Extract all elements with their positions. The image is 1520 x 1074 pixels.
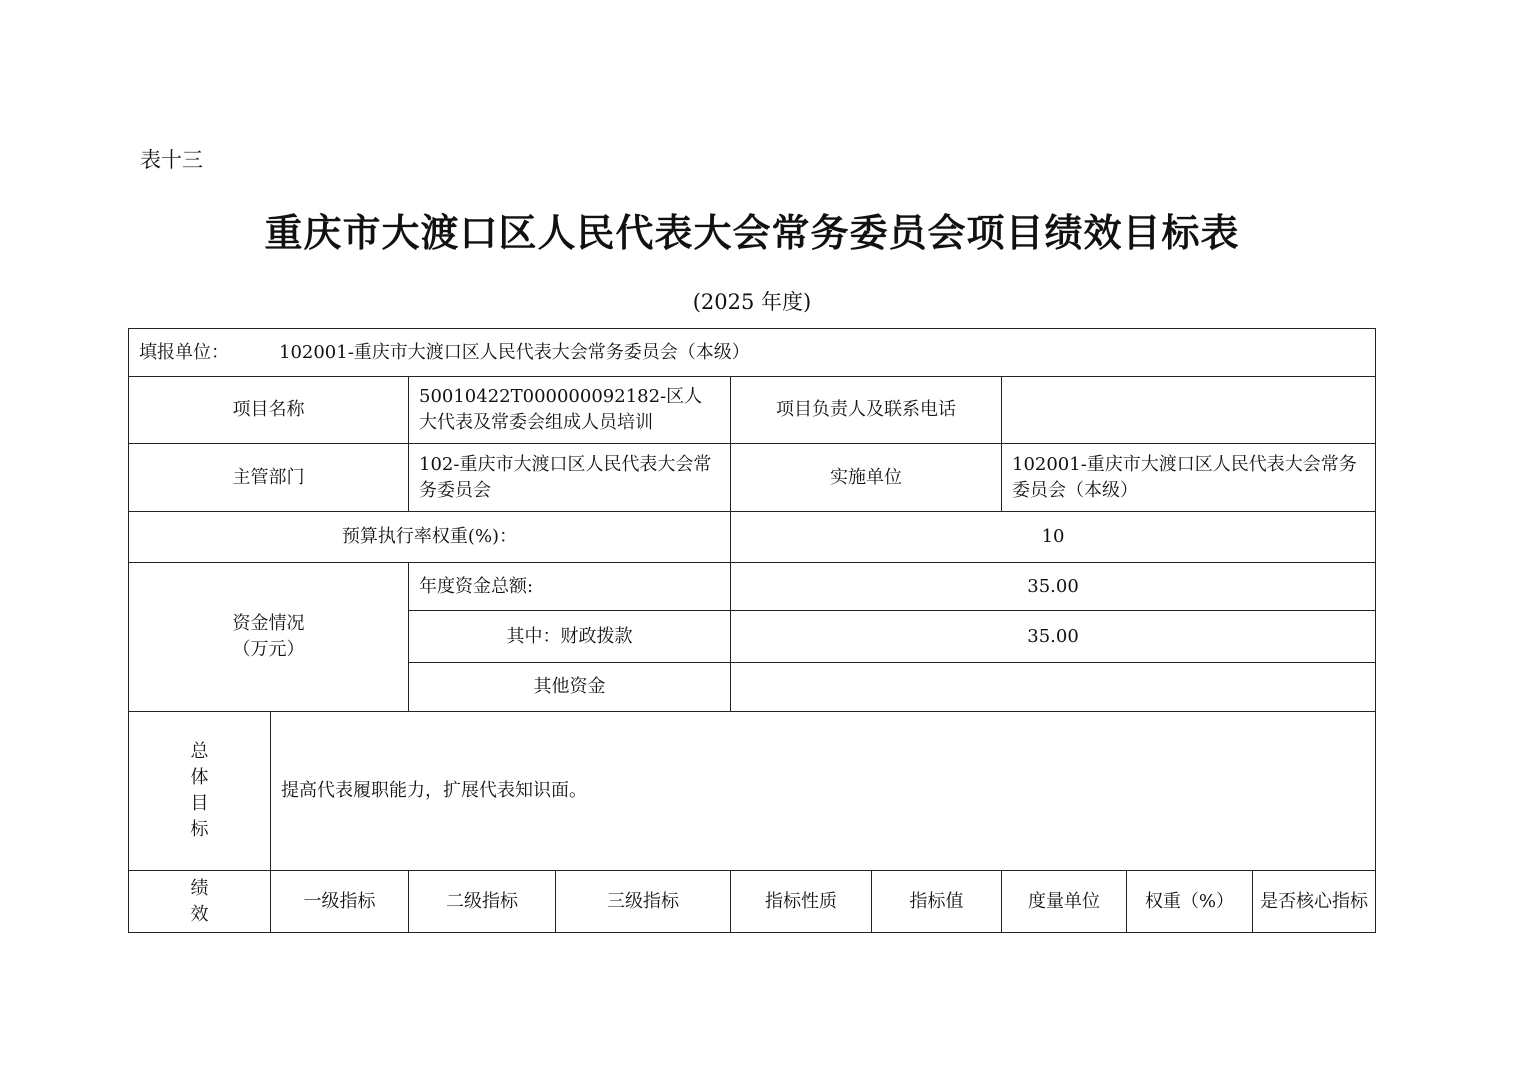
perf-label	[129, 871, 271, 933]
unit-label: 填报单位：	[139, 341, 229, 363]
row-unit	[129, 329, 1376, 377]
funds-label	[129, 563, 409, 712]
row-budget-weight	[129, 512, 1376, 563]
responsible-value	[1002, 377, 1376, 444]
goal-value: 提高代表履职能力，扩展代表知识面。	[271, 712, 1376, 871]
funds-label-line2: （万元）	[232, 639, 305, 660]
budget-weight-label: 预算执行率权重(%)：	[129, 512, 731, 563]
unit-cell	[129, 329, 1376, 377]
dept-label: 主管部门	[129, 444, 409, 512]
other-label: 其他资金	[409, 663, 731, 712]
goal-char: 体	[190, 767, 209, 788]
col-value: 指标值	[872, 871, 1002, 933]
project-name-label: 项目名称	[129, 377, 409, 444]
goal-char: 标	[190, 819, 209, 840]
row-funds-total	[129, 563, 1376, 611]
project-name-value: 50010422T000000092182-区人大代表及常委会组成人员培训	[409, 377, 731, 444]
perf-char: 效	[190, 903, 209, 925]
col-weight: 权重（%）	[1127, 871, 1253, 933]
year-subtitle: (2025 年度)	[692, 290, 812, 314]
impl-label: 实施单位	[731, 444, 1002, 512]
row-dept	[129, 444, 1376, 512]
other-value	[731, 663, 1376, 712]
dept-value: 102-重庆市大渡口区人民代表大会常务委员会	[409, 444, 731, 512]
page-title: 重庆市大渡口区人民代表大会常务委员会项目绩效目标表	[264, 210, 1240, 255]
budget-weight-value: 10	[731, 512, 1376, 563]
col-nature: 指标性质	[731, 871, 872, 933]
col-level3: 三级指标	[556, 871, 731, 933]
goal-label	[129, 712, 271, 871]
col-level2: 二级指标	[409, 871, 556, 933]
col-core: 是否核心指标	[1253, 871, 1376, 933]
goal-char: 目	[190, 793, 209, 814]
row-project	[129, 377, 1376, 444]
table-number-label: 表十三	[140, 148, 203, 172]
funds-label-line1: 资金情况	[232, 613, 305, 634]
total-value: 35.00	[731, 563, 1376, 611]
total-label: 年度资金总额:	[409, 563, 731, 611]
impl-value: 102001-重庆市大渡口区人民代表大会常务委员会（本级）	[1002, 444, 1376, 512]
responsible-label: 项目负责人及联系电话	[731, 377, 1002, 444]
row-indicator-header	[129, 871, 1376, 933]
perf-char: 绩	[190, 877, 209, 899]
col-unit: 度量单位	[1002, 871, 1127, 933]
row-goal	[129, 712, 1376, 871]
unit-value: 102001-重庆市大渡口区人民代表大会常务委员会（本级）	[279, 341, 750, 363]
fiscal-label: 其中：财政拨款	[409, 611, 731, 663]
performance-target-table	[128, 328, 1376, 933]
col-level1: 一级指标	[271, 871, 409, 933]
fiscal-value: 35.00	[731, 611, 1376, 663]
goal-char: 总	[190, 741, 209, 762]
